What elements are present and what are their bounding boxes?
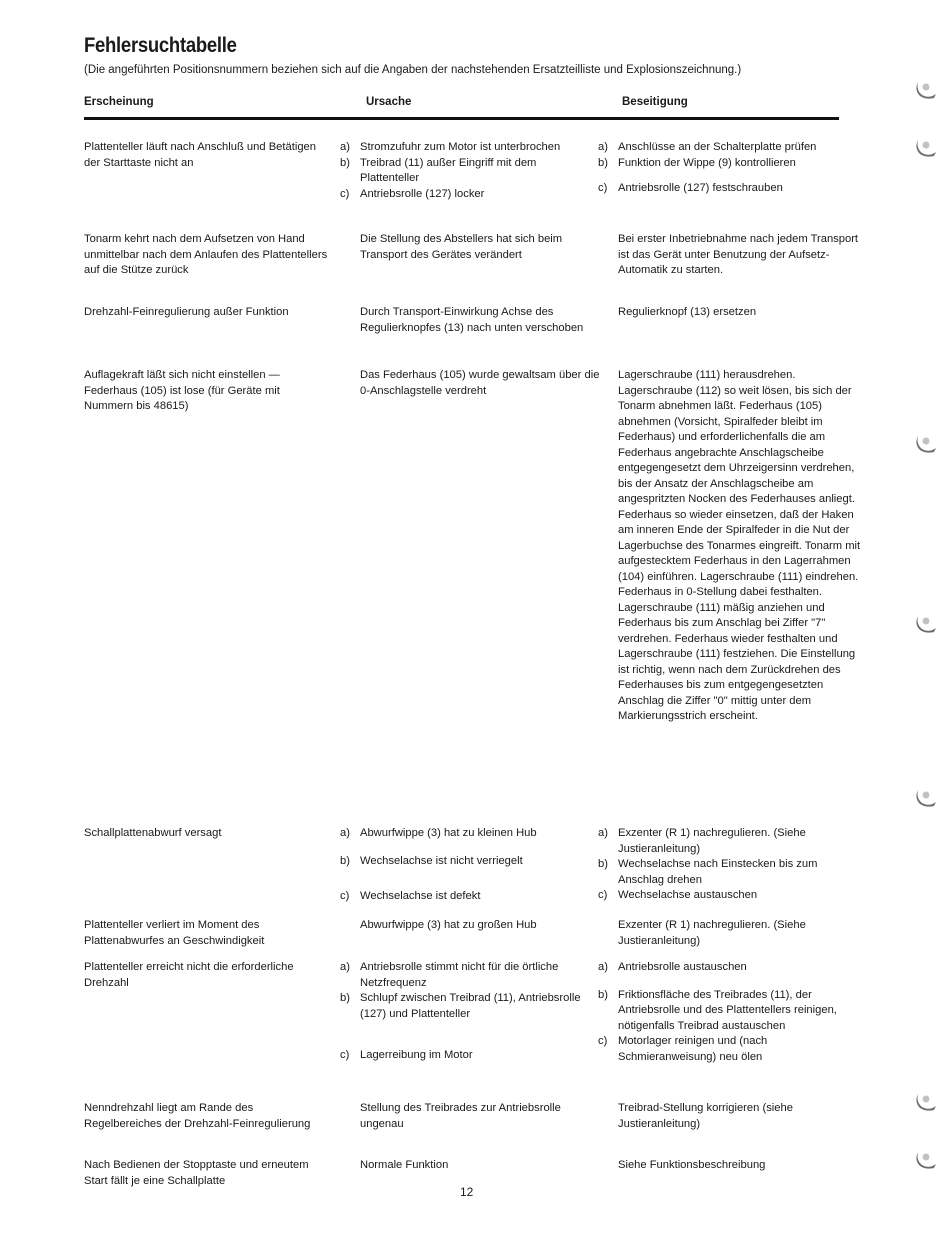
list-item: c) Antriebsrolle (127) locker (340, 187, 485, 200)
subtitle: (Die angeführten Positionsnummern beziehen sich auf die Angaben der nachstehenden Ersatzteilliste und Explosionszeichnung.) (84, 64, 742, 76)
column-header-beseitigung: Beseitigung (622, 96, 688, 108)
column-header-erscheinung: Erscheinung (84, 96, 154, 108)
list-item: a) Antriebsrolle austauschen (598, 961, 747, 973)
beseitigung-cell: Regulierknopf (13) ersetzen (618, 306, 757, 318)
erscheinung-cell: Tonarm kehrt nach dem Aufsetzen von Hand unmittelbar nach dem Anlaufen des Plattentellers auf die Stütze zurück (84, 233, 328, 276)
list-item: b) Wechselachse ist nicht verriegelt (340, 854, 523, 867)
punch-hole-mark (914, 432, 938, 454)
beseitigung-cell (598, 826, 848, 904)
list-item: a) Anschlüsse an der Schalterplatte prüfen (598, 141, 817, 153)
erscheinung-cell: Plattenteller läuft nach Anschluß und Betätigen der Starttaste nicht an (84, 141, 316, 169)
beseitigung-cell: Bei erster Inbetriebnahme nach jedem Transport ist das Gerät unter Benutzung der Aufsetz-Automatik zu starten. (618, 233, 859, 276)
list-item: c) Lagerreibung im Motor (340, 1049, 473, 1061)
ursache-cell (340, 826, 585, 905)
header-rule (84, 117, 839, 120)
list-item: b) Wechselachse nach Einstecken bis zum Anschlag drehen (598, 858, 818, 886)
list-item: a) Antriebsrolle stimmt nicht für die örtliche Netzfrequenz (340, 961, 559, 989)
page-title: Fehlersuchtabelle (84, 34, 237, 57)
list-item: b) Friktionsfläche des Treibrades (11), der Antriebsrolle und des Plattentellers reinigen, nötigenfalls Treibrad austauschen (598, 988, 837, 1032)
column-header-ursache: Ursache (366, 96, 412, 108)
list-item: a) Stromzufuhr zum Motor ist unterbrochen (340, 141, 561, 153)
ursache-cell (340, 140, 585, 202)
ursache-cell: Die Stellung des Abstellers hat sich beim Transport des Gerätes verändert (360, 233, 563, 261)
erscheinung-cell: Schallplattenabwurf versagt (84, 827, 222, 839)
list-item: c) Wechselachse austauschen (598, 889, 758, 901)
erscheinung-cell: Nach Bedienen der Stopptaste und erneutem Start fällt je eine Schallplatte (84, 1159, 309, 1187)
erscheinung-cell: Plattenteller verliert im Moment des Plattenabwurfes an Geschwindigkeit (84, 919, 265, 947)
ursache-cell: Durch Transport-Einwirkung Achse des Regulierknopfes (13) nach unten verschoben (360, 306, 584, 334)
erscheinung-cell: Drehzahl-Feinregulierung außer Funktion (84, 306, 289, 318)
list-item: b) Funktion der Wippe (9) kontrollieren (598, 156, 796, 169)
punch-hole-mark (914, 612, 938, 634)
beseitigung-cell (598, 140, 848, 197)
ursache-cell: Das Federhaus (105) wurde gewaltsam über die 0-Anschlagstelle verdreht (360, 369, 600, 397)
beseitigung-cell (598, 960, 848, 1065)
punch-hole-mark (914, 786, 938, 808)
punch-hole-mark (914, 78, 938, 100)
list-item: c) Wechselachse ist defekt (340, 890, 481, 902)
punch-hole-mark (914, 136, 938, 158)
erscheinung-cell: Plattenteller erreicht nicht die erforderliche Drehzahl (84, 961, 294, 989)
ursache-cell: Stellung des Treibrades zur Antriebsrolle ungenau (360, 1102, 561, 1130)
list-item: c) Motorlager reinigen und (nach Schmieranweisung) neu ölen (598, 1035, 768, 1063)
ursache-cell: Normale Funktion (360, 1159, 449, 1171)
ursache-cell: Abwurfwippe (3) hat zu großen Hub (360, 919, 537, 931)
list-item: c) Antriebsrolle (127) festschrauben (598, 182, 783, 194)
ursache-cell (340, 960, 585, 1064)
list-item: a) Exzenter (R 1) nachregulieren. (Siehe Justieranleitung) (598, 827, 806, 855)
erscheinung-cell: Nenndrehzahl liegt am Rande des Regelbereiches der Drehzahl-Feinregulierung (84, 1102, 311, 1130)
list-item: b) Schlupf zwischen Treibrad (11), Antriebsrolle (127) und Plattenteller (340, 992, 581, 1020)
punch-hole-mark (914, 1148, 938, 1170)
beseitigung-cell: Treibrad-Stellung korrigieren (siehe Justieranleitung) (618, 1102, 793, 1130)
beseitigung-cell: Siehe Funktionsbeschreibung (618, 1159, 766, 1171)
erscheinung-cell: Auflagekraft läßt sich nicht einstellen — Federhaus (105) ist lose (für Geräte mit Nummern bis 48615) (84, 369, 280, 412)
list-item: b) Treibrad (11) außer Eingriff mit dem Plattenteller (340, 156, 537, 184)
list-item: a) Abwurfwippe (3) hat zu kleinen Hub (340, 827, 537, 839)
beseitigung-cell: Lagerschraube (111) herausdrehen. Lagerschraube (112) so weit lösen, bis sich der Tonarm abnehmen läßt. Federhaus (105) abnehmen (Vorsicht, Spiralfeder bleibt im Federhaus) und erforderlichenfalls die am Federhaus angebrachte Anschlagscheibe entgegengesetzt dem Uhrzeigersinn verdrehen, bis der Ansatz der Anschlagscheibe am angespritzten Nocken des Federhauses anliegt. Federhaus so wieder einsetzen, daß der Haken am inneren Ende der Spiralfeder in die Nut der Lagerbuchse des Tonarmes eingreift. Tonarm mit aufgestecktem Federhaus in den Lagerrahmen (104) einführen. Lagerschraube (111) eindrehen. Federhaus in 0-Stellung dabei festhalten. Lagerschraube (111) mäßig anziehen und Federhaus bis zum Anschlag bei Ziffer "7" verdrehen. Federhaus wieder festhalten und Lagerschraube (111) festziehen. Die Einstellung ist richtig, wenn nach dem Zurückdrehen des Federhauses bis zum entgegengesetzten Anschlag die Ziffer "0" mittig unter dem Markierungsstrich erscheint. (618, 369, 861, 722)
page-number: 12 (460, 1185, 474, 1199)
punch-hole-mark (914, 1090, 938, 1112)
beseitigung-cell: Exzenter (R 1) nachregulieren. (Siehe Justieranleitung) (618, 919, 806, 947)
